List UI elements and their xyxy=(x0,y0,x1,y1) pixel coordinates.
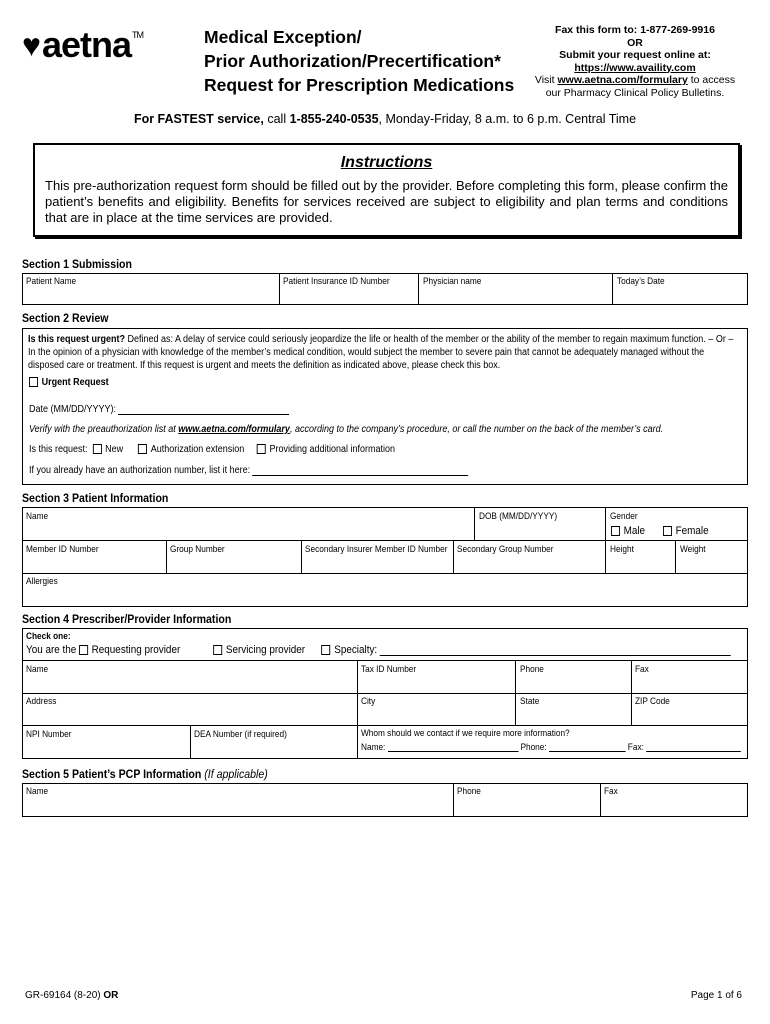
prescriber-name-field[interactable]: Name xyxy=(26,664,49,674)
male-checkbox[interactable] xyxy=(611,526,620,536)
female-label: Female xyxy=(675,525,709,537)
address-field[interactable]: Address xyxy=(26,696,57,706)
fastest-post: , Monday-Friday, 8 a.m. to 6 p.m. Central Time xyxy=(378,112,637,126)
urgent-checkbox[interactable] xyxy=(29,377,38,387)
section3-title: Section 3 Patient Information xyxy=(22,493,169,505)
dob-field[interactable]: DOB (MM/DD/YYYY) xyxy=(479,511,558,521)
verify-post: , according to the company’s procedure, or call the number on the back of the member’s card. xyxy=(289,424,664,435)
submit-line: Submit your request online at: xyxy=(559,49,711,61)
fastest-phone: 1-855-240-0535 xyxy=(289,112,379,126)
state-field[interactable]: State xyxy=(520,696,540,706)
physician-name-field[interactable]: Physician name xyxy=(423,276,482,286)
instructions-heading: Instructions xyxy=(340,154,433,171)
page-number: Page 1 of 6 xyxy=(690,990,742,1001)
female-checkbox[interactable] xyxy=(663,526,672,536)
pcp-name-field[interactable]: Name xyxy=(26,786,49,796)
visit-post: to access xyxy=(687,74,736,86)
logo-tm: TM xyxy=(132,30,144,40)
male-label: Male xyxy=(623,525,646,537)
section4-box xyxy=(22,628,748,759)
date-input[interactable] xyxy=(119,414,290,415)
zip-field[interactable]: ZIP Code xyxy=(635,696,670,706)
availity-link[interactable]: https://www.availity.com xyxy=(574,61,696,74)
heart-icon: ♥ xyxy=(22,26,40,63)
bulletins-text: our Pharmacy Clinical Policy Bulletins. xyxy=(545,86,725,99)
urgent-checkbox-row[interactable] xyxy=(29,377,109,388)
form-code xyxy=(25,990,118,1001)
section3-box xyxy=(22,507,748,607)
dea-field[interactable]: DEA Number (if required) xyxy=(194,729,287,739)
prescriber-fax-field[interactable]: Fax xyxy=(635,664,649,674)
servicing-checkbox[interactable] xyxy=(213,645,222,655)
secondary-group-field[interactable]: Secondary Group Number xyxy=(457,544,554,554)
height-field[interactable]: Height xyxy=(610,544,634,554)
verify-link[interactable]: www.aetna.com/formulary xyxy=(178,424,290,435)
contact-row xyxy=(361,742,741,752)
extension-label: Authorization extension xyxy=(150,444,245,455)
title-line-2: Prior Authorization/Precertification* xyxy=(204,51,501,71)
new-checkbox[interactable] xyxy=(93,444,102,454)
fax-line: Fax this form to: 1-877-269-9916 xyxy=(555,24,715,36)
patient-name[interactable]: Name xyxy=(26,511,49,521)
section5-title-text: Section 5 Patient’s PCP Information xyxy=(22,769,202,781)
section1-box xyxy=(22,273,748,305)
title-line-1: Medical Exception/ xyxy=(204,27,362,47)
group-number-field[interactable]: Group Number xyxy=(170,544,225,554)
verify-row xyxy=(29,424,663,435)
logo-text: aetna xyxy=(42,24,132,65)
contact-question: Whom should we contact if we require more information? xyxy=(361,728,570,738)
section5-note: (If applicable) xyxy=(201,769,268,781)
urgent-definition xyxy=(28,333,739,372)
urgent-question: Is this request urgent? xyxy=(28,334,126,345)
female-option[interactable] xyxy=(663,525,709,537)
fastest-service xyxy=(0,112,770,126)
section5-box xyxy=(22,783,748,817)
fastest-pre: For FASTEST service, xyxy=(133,112,264,126)
provider-type-row xyxy=(26,644,731,656)
urgent-def-text: Defined as: A delay of service could seriously jeopardize the life or health of the member or the ability of the member to regain maximum function. – Or – In the opinion of a physician with knowledge of the member’s medical condition, would subject the member to severe pain that cannot be adequately managed without the disposed care or treatment. If this request is urgent and meets the definition as indicated above, please check this box. xyxy=(28,334,734,371)
male-option[interactable] xyxy=(611,525,645,537)
section2-box xyxy=(22,328,748,485)
instructions-box xyxy=(33,143,740,237)
aetna-logo xyxy=(22,24,143,66)
fastest-mid: call xyxy=(263,112,290,126)
form-code-text: GR-69164 (8-20) xyxy=(25,990,104,1001)
contact-fax-label: Fax: xyxy=(627,742,644,752)
form-title xyxy=(204,25,514,97)
city-field[interactable]: City xyxy=(361,696,376,706)
insurance-id-field[interactable]: Patient Insurance ID Number xyxy=(283,276,390,286)
contact-phone-label: Phone: xyxy=(520,742,547,752)
servicing-label: Servicing provider xyxy=(225,644,306,656)
contact-name-input[interactable] xyxy=(388,751,518,752)
check-one-label: Check one: xyxy=(26,631,71,641)
additional-info-checkbox[interactable] xyxy=(257,444,266,454)
gender-label: Gender xyxy=(610,511,638,521)
requesting-label: Requesting provider xyxy=(91,644,181,656)
specialty-input[interactable] xyxy=(380,655,731,656)
todays-date-field[interactable]: Today’s Date xyxy=(617,276,665,286)
visit-pre: Visit xyxy=(534,74,558,86)
section4-title: Section 4 Prescriber/Provider Information xyxy=(22,614,232,626)
requesting-checkbox[interactable] xyxy=(79,645,88,655)
new-label: New xyxy=(105,444,124,455)
authnum-input[interactable] xyxy=(253,475,469,476)
formulary-link[interactable]: www.aetna.com/formulary xyxy=(557,74,688,86)
urgent-label: Urgent Request xyxy=(41,377,109,388)
date-row xyxy=(29,404,290,415)
tax-id-field[interactable]: Tax ID Number xyxy=(361,664,417,674)
specialty-label: Specialty: xyxy=(334,644,378,656)
weight-field[interactable]: Weight xyxy=(680,544,706,554)
authnum-row xyxy=(29,465,469,476)
or-text: OR xyxy=(627,36,643,49)
npi-field[interactable]: NPI Number xyxy=(26,729,72,739)
prescriber-phone-field[interactable]: Phone xyxy=(520,664,544,674)
authnum-label: If you already have an authorization number, list it here: xyxy=(29,465,251,476)
section2-title: Section 2 Review xyxy=(22,313,109,325)
section1-title: Section 1 Submission xyxy=(22,259,132,271)
contact-fax-input[interactable] xyxy=(646,751,741,752)
extension-checkbox[interactable] xyxy=(138,444,147,454)
specialty-checkbox[interactable] xyxy=(322,645,331,655)
section5-title xyxy=(22,769,268,781)
patient-name-field[interactable]: Patient Name xyxy=(26,276,77,286)
secondary-member-id-field[interactable]: Secondary Insurer Member ID Number xyxy=(305,544,448,554)
title-line-3: Request for Prescription Medications xyxy=(204,75,515,95)
allergies-field[interactable]: Allergies xyxy=(26,576,58,586)
contact-phone-input[interactable] xyxy=(549,751,626,752)
fax-info xyxy=(520,24,750,99)
request-label: Is this request: xyxy=(29,444,88,455)
pcp-phone-field[interactable]: Phone xyxy=(457,786,481,796)
instructions-text: This pre-authorization request form should be filled out by the provider. Before completing this form, please confirm the patient’s benefits and eligibility. Benefits for services received are subject to eligibility and plan terms and conditions that are in place at the time services are provided. xyxy=(45,178,728,225)
verify-pre: Verify with the preauthorization list at xyxy=(29,424,179,435)
form-code-bold: OR xyxy=(103,990,119,1001)
you-are-label: You are the xyxy=(26,644,77,656)
pcp-fax-field[interactable]: Fax xyxy=(604,786,618,796)
member-id-field[interactable]: Member ID Number xyxy=(26,544,99,554)
request-type-row xyxy=(29,444,395,455)
date-label: Date (MM/DD/YYYY): xyxy=(29,404,117,415)
additional-info-label: Providing additional information xyxy=(269,444,396,455)
contact-name-label: Name: xyxy=(361,742,386,752)
